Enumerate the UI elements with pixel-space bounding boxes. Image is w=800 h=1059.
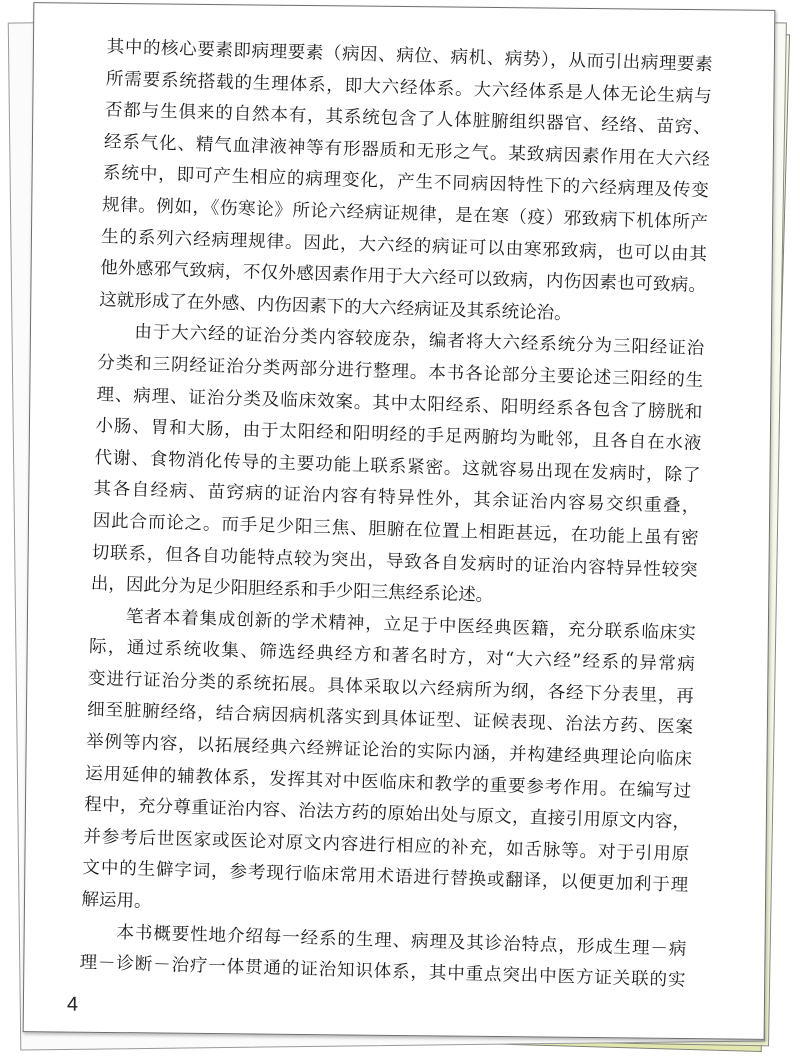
text-line: 其中的核心要素即病理要素（病因、病位、病机、病势），从而引出病理要素 [106, 37, 713, 76]
text-line: 理、病理、证治分类及临床效案。其中太阳经系、阳明经系各包含了膀胱和 [96, 384, 703, 423]
paragraph-2 [90, 316, 704, 618]
text-line: 细至脏腑经络，结合病因病机落实到具体证型、证候表现、治法方药、医案 [86, 700, 694, 739]
text-line: 经系气化、精气血津液神等有形器质和无形之气。某致病因素作用在大六经 [103, 131, 711, 170]
text-line: 出，因此分为足少阳胆经系和手少阳三焦经系论述。 [90, 574, 494, 606]
text-line: 切联系，但各自功能特点较为突出，导致各自发病时的证治内容特异性较突 [91, 542, 698, 581]
text-line: 生的系列六经病理规律。因此，大六经的病证可以由寒邪致病，也可以由其 [100, 226, 708, 265]
text-line: 分类和三阴经证治分类两部分进行整理。本书各论部分主要论述三阳经的生 [97, 352, 704, 391]
text-line: 他外感邪气致病，不仅外感因素作用于大六经可以致病，内伤因素也可致病。 [99, 258, 707, 297]
text-line: 由于大六经的证治分类内容较庞杂，编者将大六经系统分为三阳经证治 [134, 322, 705, 360]
text-line: 程中，充分尊重证治内容、治法方药的原始出处与原文，直接引用原文内容， [84, 795, 691, 834]
book-page [23, 2, 776, 1040]
page-number: 4 [66, 993, 79, 1016]
text-line: 因此合而论之。而手足少阳三焦、胆腑在位置上相距甚远，在功能上虽有密 [92, 510, 699, 549]
text-line: 笔者本着集成创新的学术精神，立足于中医经典医籍，充分联系临床实 [125, 606, 696, 644]
paragraph-3 [81, 601, 696, 935]
text-line: 否都与生俱来的自然本有，其系统包含了人体脏腑组织器官、经络、苗窍、 [104, 100, 711, 139]
text-line: 举例等内容，以拓展经典六经辨证论治的实际内涵，并构建经典理论向临床 [85, 731, 693, 770]
text-line: 运用延伸的辅教体系，发挥其对中医临床和教学的重要参考作用。在编写过 [84, 763, 692, 802]
text-line: 系统中，即可产生相应的病理变化，产生不同病因特性下的六经病理及传变 [102, 163, 710, 202]
text-line: 规律。例如，《伤寒论》所论六经病证规律，是在寒（疫）邪致病下机体所产 [101, 195, 709, 234]
text-line: 本书概要性地介绍每一经系的生理、病理及其诊治特点，形成生理－病 [116, 922, 687, 960]
text-line: 文中的生僻字词，参考现行临床常用术语进行替换或翻译，以便更加利于理 [82, 858, 689, 897]
text-line: 代谢、食物消化传导的主要功能上联系紧密。这就容易出现在发病时，除了 [94, 447, 701, 486]
paragraph-1 [99, 32, 713, 334]
text-line: 这就形成了在外感、内伤因素下的大六经病证及其系统论治。 [99, 289, 572, 324]
text-line: 变进行证治分类的系统拓展。具体采取以六经病所为纲，各经下分表里，再 [87, 668, 695, 707]
text-line: 际，通过系统收集、筛选经典经方和著名时方，对“大六经”经系的异常病 [88, 637, 696, 676]
text-line: 小肠、胃和大肠，由于太阳经和阳明经的手足两腑均为毗邻，且各自在水液 [95, 416, 702, 455]
text-line: 并参考后世医家或医论对原文内容进行相应的补充，如舌脉等。对于引用原 [83, 826, 690, 865]
text-line: 解运用。 [81, 889, 152, 912]
text-line: 其各自经病、苗窍病的证治内容有特异性外，其余证治内容易交织重叠， [93, 479, 700, 518]
text-line: 理－诊断－治疗一体贯通的证治知识体系，其中重点突出中医方证关联的实 [79, 953, 686, 991]
text-line: 所需要系统搭载的生理体系，即大六经体系。大六经体系是人体无论生病与 [105, 68, 712, 107]
body-text [79, 32, 713, 997]
